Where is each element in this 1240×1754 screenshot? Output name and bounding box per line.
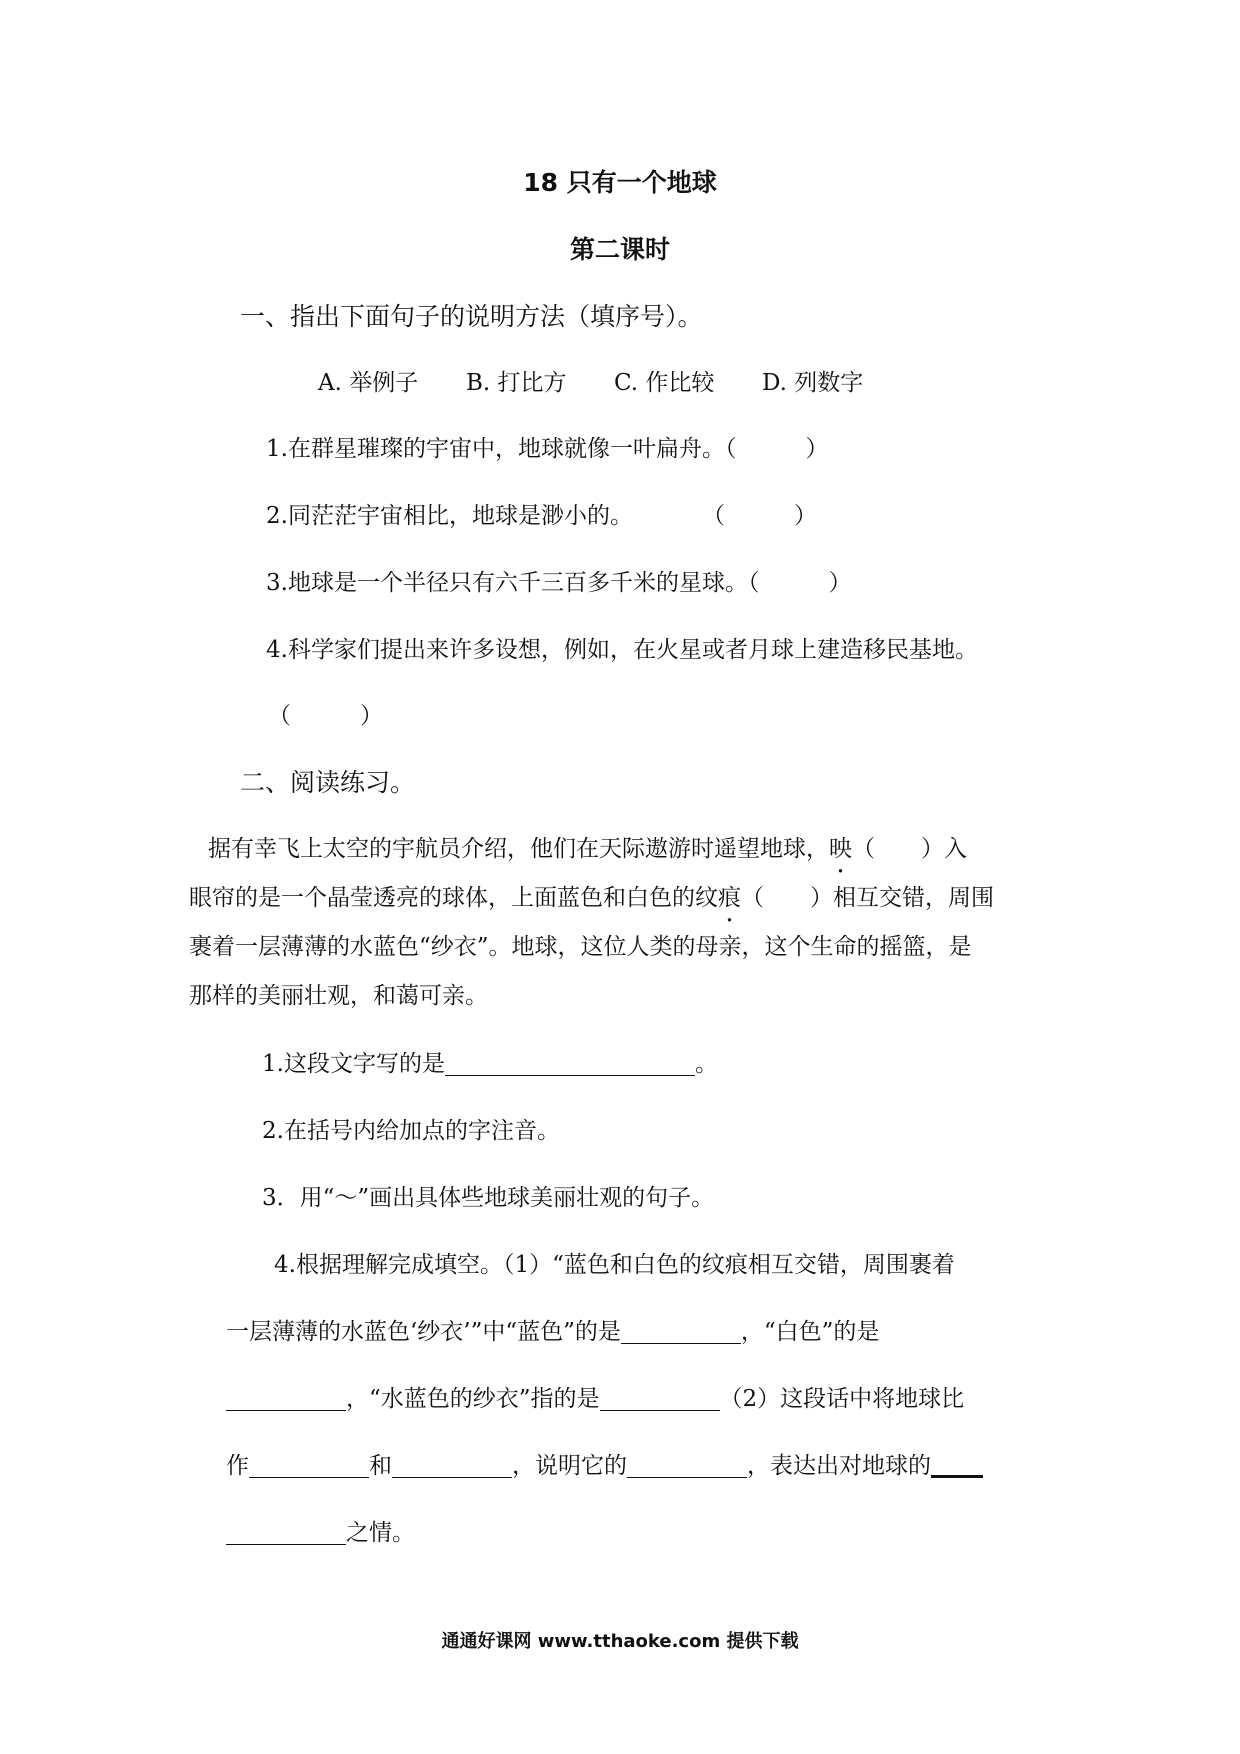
question-item-4: 4.科学家们提出来许多设想，例如，在火星或者月球上建造移民基地。 <box>266 637 978 663</box>
reading-question-2: 2.在括号内给加点的字注音。 <box>262 1118 560 1144</box>
answer-blank[interactable] <box>226 1386 346 1411</box>
passage-line-1: 据有幸飞上太空的宇航员介绍，他们在天际遨游时遥望地球，映（ ）入 <box>208 830 967 863</box>
option-b: B. 打比方 <box>466 370 567 396</box>
reading-question-4-line-4: 作 和 ，说明它的 ，表达出对地球的 <box>226 1447 983 1480</box>
passage-line-3: 裹着一层薄薄的水蓝色“纱衣”。地球，这位人类的母亲，这个生命的摇篮，是 <box>189 934 972 960</box>
section2-heading: 二、阅读练习。 <box>240 768 416 797</box>
option-c: C. 作比较 <box>614 370 715 396</box>
question-item-1: 1.在群星璀璨的宇宙中，地球就像一叶扁舟。（ ） <box>266 436 829 462</box>
reading-question-4-line-5: 之情。 <box>226 1514 415 1547</box>
answer-blank[interactable] <box>627 1453 747 1478</box>
answer-blank[interactable] <box>445 1051 695 1076</box>
page-title: 18 只有一个地球 <box>523 168 717 197</box>
question-item-3: 3.地球是一个半径只有六千三百多千米的星球。（ ） <box>266 570 852 596</box>
passage-line-4: 那样的美丽壮观，和蔼可亲。 <box>189 983 488 1009</box>
reading-question-1: 1.这段文字写的是 。 <box>262 1051 718 1077</box>
option-d: D. 列数字 <box>762 370 864 396</box>
page-subtitle: 第二课时 <box>569 235 670 264</box>
reading-question-4-line-1: 4.根据理解完成填空。（1）“蓝色和白色的纹痕相互交错，周围裹着 <box>274 1252 955 1278</box>
reading-question-4-line-2: 一层薄薄的水蓝色‘纱衣’”中“蓝色”的是 ，“白色”的是 <box>226 1319 880 1345</box>
section1-heading: 一、指出下面句子的说明方法（填序号）。 <box>240 302 703 331</box>
question-item-4-answer: （ ） <box>268 703 383 729</box>
answer-blank[interactable] <box>249 1453 369 1478</box>
answer-blank[interactable] <box>931 1451 983 1478</box>
reading-question-3: 3．用“～”画出具体些地球美丽壮观的句子。 <box>262 1185 715 1211</box>
answer-blank[interactable] <box>600 1386 720 1411</box>
dotted-char-hen: 痕 <box>718 885 741 911</box>
question-item-2: 2.同茫茫宇宙相比，地球是渺小的。 （ ） <box>266 503 817 529</box>
footer-download-note: 通通好课网 www.tthaoke.com 提供下载 <box>441 1631 799 1652</box>
answer-blank[interactable] <box>226 1520 346 1545</box>
dotted-char-ying: 映 <box>829 836 852 862</box>
answer-blank[interactable] <box>621 1319 741 1344</box>
reading-question-4-line-3: ，“水蓝色的纱衣”指的是 （2）这段话中将地球比 <box>226 1380 964 1413</box>
option-a: A. 举例子 <box>318 370 419 396</box>
answer-blank[interactable] <box>392 1453 512 1478</box>
passage-line-2: 眼帘的是一个晶莹透亮的球体，上面蓝色和白色的纹痕（ ）相互交错，周围 <box>189 879 994 912</box>
